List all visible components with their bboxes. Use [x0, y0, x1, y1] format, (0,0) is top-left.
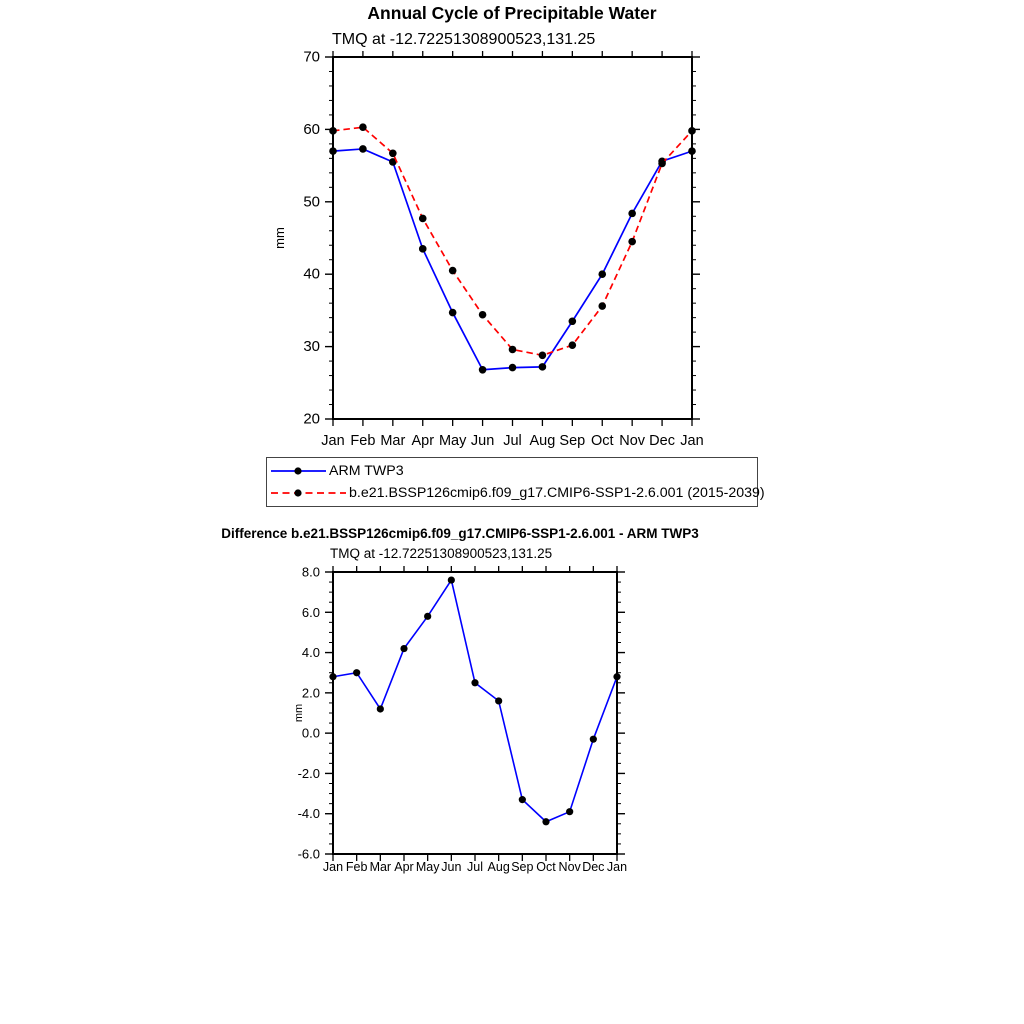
- chart2-y-tick-label: 4.0: [301, 645, 320, 661]
- chart2-x-tick-label: Jan: [606, 860, 628, 874]
- chart2-y-tick-label: 0.0: [301, 725, 320, 741]
- chart2-data-point: [471, 679, 478, 686]
- legend-solid-line-sample: [270, 465, 327, 477]
- legend-item-model: [270, 482, 765, 504]
- legend-label-model: b.e21.BSSP126cmip6.f09_g17.CMIP6-SSP1-2.6.001 (2015-2039): [349, 485, 765, 501]
- chart2-y-tick-label: -6.0: [297, 846, 320, 862]
- chart1-data-point: [569, 317, 577, 325]
- chart2-subtitle: TMQ at -12.72251308900523,131.25: [330, 546, 553, 561]
- chart1: [0, 0, 704, 449]
- chart2-data-point: [566, 808, 573, 815]
- chart1-x-tick-label: Mar: [380, 433, 406, 449]
- chart1-data-point: [479, 366, 487, 374]
- chart1-x-tick-label: Jun: [470, 433, 495, 449]
- chart1-y-tick-label: 30: [303, 338, 320, 356]
- chart1-data-point: [688, 127, 696, 135]
- chart1-data-point: [509, 346, 517, 354]
- chart2-data-point: [353, 669, 360, 676]
- chart2-title: Difference b.e21.BSSP126cmip6.f09_g17.CMIP6-SSP1-2.6.001 - ARM TWP3: [221, 526, 699, 541]
- chart2-x-tick-label: Oct: [536, 860, 556, 874]
- chart1-x-tick-label: Jul: [503, 433, 522, 449]
- chart1-x-tick-label: Sep: [559, 433, 586, 449]
- chart1-data-point: [449, 267, 457, 275]
- chart1-data-point: [359, 123, 367, 131]
- chart2-x-tick-label: Jan: [322, 860, 344, 874]
- chart2-x-tick-label: Dec: [582, 860, 605, 874]
- chart1-data-point: [628, 210, 636, 218]
- chart2-data-point: [329, 673, 336, 680]
- chart1-y-axis-label: mm: [272, 227, 287, 249]
- chart2-x-tick-label: Jul: [467, 860, 483, 874]
- chart2-y-tick-label: 2.0: [301, 685, 320, 701]
- chart2-data-point: [613, 673, 620, 680]
- chart2-x-tick-label: Apr: [394, 860, 414, 874]
- chart2-data-point: [424, 613, 431, 620]
- chart1-y-tick-label: 70: [303, 48, 320, 66]
- chart2-data-point: [590, 736, 597, 743]
- legend-dashed-line-sample: [270, 487, 347, 499]
- chart2-data-point: [519, 796, 526, 803]
- chart1-y-tick-labels: [303, 49, 320, 428]
- chart2-x-tick-label: Jun: [441, 860, 462, 874]
- chart1-data-point: [539, 351, 547, 359]
- chart2-x-tick-label: Aug: [487, 860, 510, 874]
- chart1-series-line-1: [333, 127, 692, 355]
- chart1-x-tick-label: Feb: [350, 433, 376, 449]
- chart2-x-tick-label: Sep: [511, 860, 534, 874]
- chart1-data-point: [329, 147, 337, 155]
- chart1-x-tick-label: Oct: [590, 433, 614, 449]
- chart1-x-tick-label: Aug: [529, 433, 556, 449]
- chart1-data-point: [389, 149, 397, 157]
- chart1-x-tick-label: Nov: [619, 433, 646, 449]
- chart2-data-point: [495, 697, 502, 704]
- chart1-y-tick-label: 50: [303, 193, 320, 211]
- chart1-subtitle: TMQ at -12.72251308900523,131.25: [332, 31, 596, 48]
- chart1-legend: [266, 457, 765, 507]
- chart1-data-point: [479, 311, 487, 319]
- chart1-data-point: [419, 245, 427, 253]
- chart1-data-point: [688, 147, 696, 155]
- chart2-y-tick-label: 6.0: [301, 604, 320, 620]
- chart1-data-point: [449, 309, 457, 317]
- chart2-data-point: [400, 645, 407, 652]
- chart1-data-point: [329, 127, 337, 135]
- chart1-series-line-0: [333, 149, 692, 370]
- chart1-y-tick-label: 60: [303, 120, 320, 138]
- chart1-series-markers-0: [329, 145, 696, 373]
- chart2-x-tick-label: Mar: [369, 860, 392, 874]
- chart1-data-point: [598, 302, 606, 310]
- chart1-data-point: [509, 364, 517, 372]
- chart2-y-tick-label: -4.0: [297, 806, 320, 822]
- chart1-data-point: [628, 238, 636, 246]
- chart2-x-tick-label: Nov: [558, 860, 581, 874]
- chart1-data-point: [359, 145, 367, 153]
- chart1-data-point: [598, 270, 606, 278]
- chart2-y-tick-label: 8.0: [301, 564, 320, 580]
- chart1-x-tick-label: Apr: [411, 433, 435, 449]
- chart1-y-tick-label: 20: [303, 410, 320, 428]
- chart2-x-ticks: [333, 566, 617, 861]
- chart1-x-tick-label: Jan: [680, 433, 704, 449]
- chart2-x-tick-labels: [323, 860, 627, 874]
- chart2-series-line-0: [333, 580, 617, 822]
- chart2-y-axis-label: mm: [293, 703, 305, 723]
- chart1-x-tick-labels: [321, 433, 703, 449]
- chart2-x-tick-label: May: [415, 860, 440, 874]
- chart1-x-tick-label: Jan: [321, 433, 345, 449]
- chart1-y-tick-label: 40: [303, 265, 320, 283]
- chart1-y-ticks: [0, 0, 700, 419]
- chart1-x-tick-label: Dec: [649, 433, 675, 449]
- chart2-axis-frame: [333, 572, 617, 854]
- chart1-data-point: [539, 363, 547, 371]
- chart2-y-tick-label: -2.0: [297, 765, 320, 781]
- chart2-x-tick-label: Feb: [345, 860, 368, 874]
- chart1-title: Annual Cycle of Precipitable Water: [367, 3, 657, 23]
- chart2-data-point: [377, 705, 384, 712]
- chart1-data-point: [569, 341, 577, 349]
- chart2-data-point: [448, 576, 455, 583]
- legend-item-obs: [270, 460, 754, 482]
- legend-label-obs: ARM TWP3: [329, 463, 404, 479]
- chart2-data-point: [542, 818, 549, 825]
- chart1-x-tick-label: May: [438, 433, 467, 449]
- chart1-data-point: [419, 215, 427, 223]
- chart1-data-point: [658, 160, 666, 168]
